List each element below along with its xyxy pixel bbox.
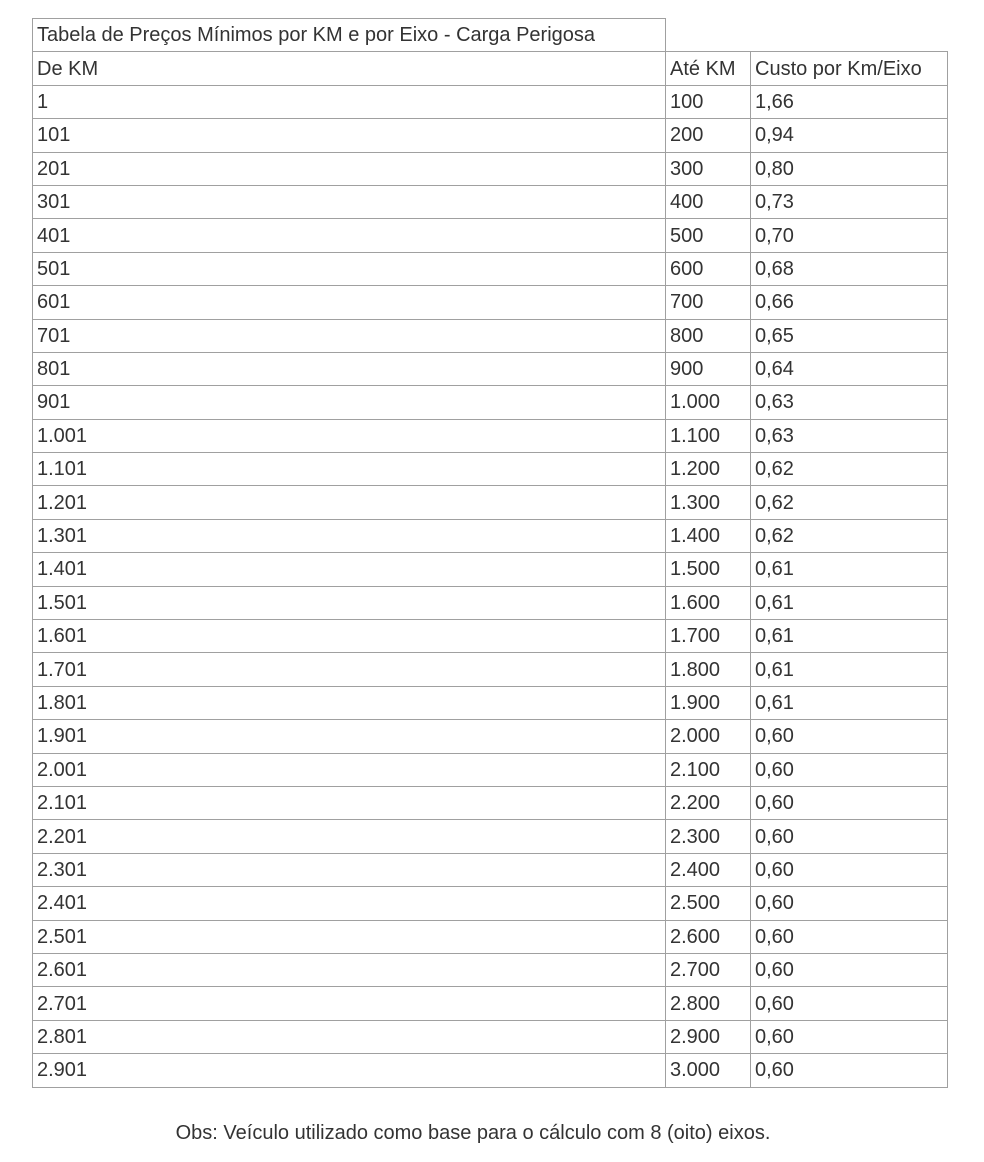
cell-ate-km: 800 <box>666 319 751 352</box>
cell-custo: 0,65 <box>751 319 948 352</box>
cell-custo: 0,60 <box>751 753 948 786</box>
table-row <box>33 85 948 118</box>
cell-ate-km: 100 <box>666 85 751 118</box>
cell-de-km: 2.601 <box>33 953 666 986</box>
cell-de-km: 1.601 <box>33 620 666 653</box>
cell-de-km: 501 <box>33 252 666 285</box>
table-body <box>33 19 948 1088</box>
cell-ate-km: 2.100 <box>666 753 751 786</box>
cell-ate-km: 2.300 <box>666 820 751 853</box>
header-row <box>33 52 948 85</box>
cell-custo: 0,60 <box>751 920 948 953</box>
cell-custo: 0,60 <box>751 853 948 886</box>
cell-de-km: 901 <box>33 386 666 419</box>
cell-ate-km: 2.000 <box>666 720 751 753</box>
cell-custo: 0,64 <box>751 352 948 385</box>
cell-custo: 0,61 <box>751 686 948 719</box>
header-custo: Custo por Km/Eixo <box>751 52 948 85</box>
cell-custo: 0,62 <box>751 519 948 552</box>
table-row <box>33 486 948 519</box>
cell-custo: 0,60 <box>751 1054 948 1087</box>
table-row <box>33 419 948 452</box>
cell-de-km: 1 <box>33 85 666 118</box>
cell-ate-km: 300 <box>666 152 751 185</box>
cell-custo: 0,60 <box>751 786 948 819</box>
cell-de-km: 1.901 <box>33 720 666 753</box>
footnote: Obs: Veículo utilizado como base para o cálculo com 8 (oito) eixos. <box>175 1122 771 1144</box>
table-row <box>33 185 948 218</box>
table-row <box>33 820 948 853</box>
cell-ate-km: 2.200 <box>666 786 751 819</box>
table-row <box>33 1020 948 1053</box>
cell-de-km: 1.701 <box>33 653 666 686</box>
cell-custo: 0,68 <box>751 252 948 285</box>
cell-ate-km: 600 <box>666 252 751 285</box>
title-row-empty-cell <box>751 19 948 52</box>
cell-custo: 0,61 <box>751 586 948 619</box>
cell-de-km: 2.701 <box>33 987 666 1020</box>
cell-custo: 0,61 <box>751 553 948 586</box>
cell-ate-km: 900 <box>666 352 751 385</box>
cell-de-km: 801 <box>33 352 666 385</box>
cell-de-km: 1.501 <box>33 586 666 619</box>
cell-ate-km: 1.400 <box>666 519 751 552</box>
cell-de-km: 2.901 <box>33 1054 666 1087</box>
cell-custo: 0,60 <box>751 820 948 853</box>
table-row <box>33 753 948 786</box>
table-row <box>33 319 948 352</box>
cell-de-km: 2.301 <box>33 853 666 886</box>
table-row <box>33 519 948 552</box>
cell-de-km: 2.101 <box>33 786 666 819</box>
table-row <box>33 352 948 385</box>
cell-de-km: 601 <box>33 286 666 319</box>
cell-de-km: 2.001 <box>33 753 666 786</box>
cell-ate-km: 2.600 <box>666 920 751 953</box>
cell-de-km: 401 <box>33 219 666 252</box>
cell-custo: 0,62 <box>751 486 948 519</box>
cell-ate-km: 700 <box>666 286 751 319</box>
cell-de-km: 101 <box>33 119 666 152</box>
table-row <box>33 1054 948 1087</box>
cell-ate-km: 1.500 <box>666 553 751 586</box>
cell-ate-km: 1.700 <box>666 620 751 653</box>
cell-ate-km: 2.800 <box>666 987 751 1020</box>
cell-custo: 0,60 <box>751 887 948 920</box>
cell-ate-km: 1.900 <box>666 686 751 719</box>
price-table <box>32 18 948 1088</box>
table-title: Tabela de Preços Mínimos por KM e por Eixo - Carga Perigosa <box>33 19 666 52</box>
cell-ate-km: 400 <box>666 185 751 218</box>
cell-ate-km: 2.900 <box>666 1020 751 1053</box>
table-row <box>33 953 948 986</box>
cell-custo: 0,80 <box>751 152 948 185</box>
cell-ate-km: 200 <box>666 119 751 152</box>
cell-custo: 0,60 <box>751 1020 948 1053</box>
table-row <box>33 987 948 1020</box>
cell-ate-km: 500 <box>666 219 751 252</box>
cell-de-km: 2.201 <box>33 820 666 853</box>
cell-custo: 0,94 <box>751 119 948 152</box>
cell-ate-km: 2.500 <box>666 887 751 920</box>
cell-de-km: 2.801 <box>33 1020 666 1053</box>
cell-custo: 1,66 <box>751 85 948 118</box>
cell-de-km: 1.201 <box>33 486 666 519</box>
table-row <box>33 152 948 185</box>
table-row <box>33 887 948 920</box>
table-row <box>33 620 948 653</box>
cell-custo: 0,63 <box>751 419 948 452</box>
cell-custo: 0,66 <box>751 286 948 319</box>
cell-ate-km: 1.000 <box>666 386 751 419</box>
header-ate-km: Até KM <box>666 52 751 85</box>
title-row <box>33 19 948 52</box>
cell-ate-km: 2.400 <box>666 853 751 886</box>
cell-de-km: 1.101 <box>33 453 666 486</box>
table-row <box>33 286 948 319</box>
cell-custo: 0,73 <box>751 185 948 218</box>
cell-custo: 0,62 <box>751 453 948 486</box>
cell-de-km: 1.801 <box>33 686 666 719</box>
table-row <box>33 853 948 886</box>
header-de-km: De KM <box>33 52 666 85</box>
cell-custo: 0,60 <box>751 987 948 1020</box>
cell-custo: 0,63 <box>751 386 948 419</box>
table-row <box>33 686 948 719</box>
cell-custo: 0,60 <box>751 953 948 986</box>
table-row <box>33 252 948 285</box>
cell-custo: 0,70 <box>751 219 948 252</box>
cell-de-km: 201 <box>33 152 666 185</box>
table-row <box>33 653 948 686</box>
table-row <box>33 920 948 953</box>
cell-ate-km: 1.600 <box>666 586 751 619</box>
cell-de-km: 2.501 <box>33 920 666 953</box>
table-row <box>33 786 948 819</box>
cell-de-km: 1.001 <box>33 419 666 452</box>
table-row <box>33 453 948 486</box>
cell-custo: 0,61 <box>751 620 948 653</box>
cell-de-km: 701 <box>33 319 666 352</box>
cell-custo: 0,61 <box>751 653 948 686</box>
table-row <box>33 720 948 753</box>
cell-ate-km: 3.000 <box>666 1054 751 1087</box>
cell-ate-km: 1.300 <box>666 486 751 519</box>
table-row <box>33 119 948 152</box>
title-row-empty-cell <box>666 19 751 52</box>
table-row <box>33 586 948 619</box>
cell-ate-km: 1.800 <box>666 653 751 686</box>
cell-de-km: 301 <box>33 185 666 218</box>
cell-ate-km: 2.700 <box>666 953 751 986</box>
table-row <box>33 219 948 252</box>
table-row <box>33 553 948 586</box>
cell-custo: 0,60 <box>751 720 948 753</box>
table-row <box>33 386 948 419</box>
cell-ate-km: 1.100 <box>666 419 751 452</box>
cell-ate-km: 1.200 <box>666 453 751 486</box>
cell-de-km: 1.301 <box>33 519 666 552</box>
cell-de-km: 1.401 <box>33 553 666 586</box>
cell-de-km: 2.401 <box>33 887 666 920</box>
